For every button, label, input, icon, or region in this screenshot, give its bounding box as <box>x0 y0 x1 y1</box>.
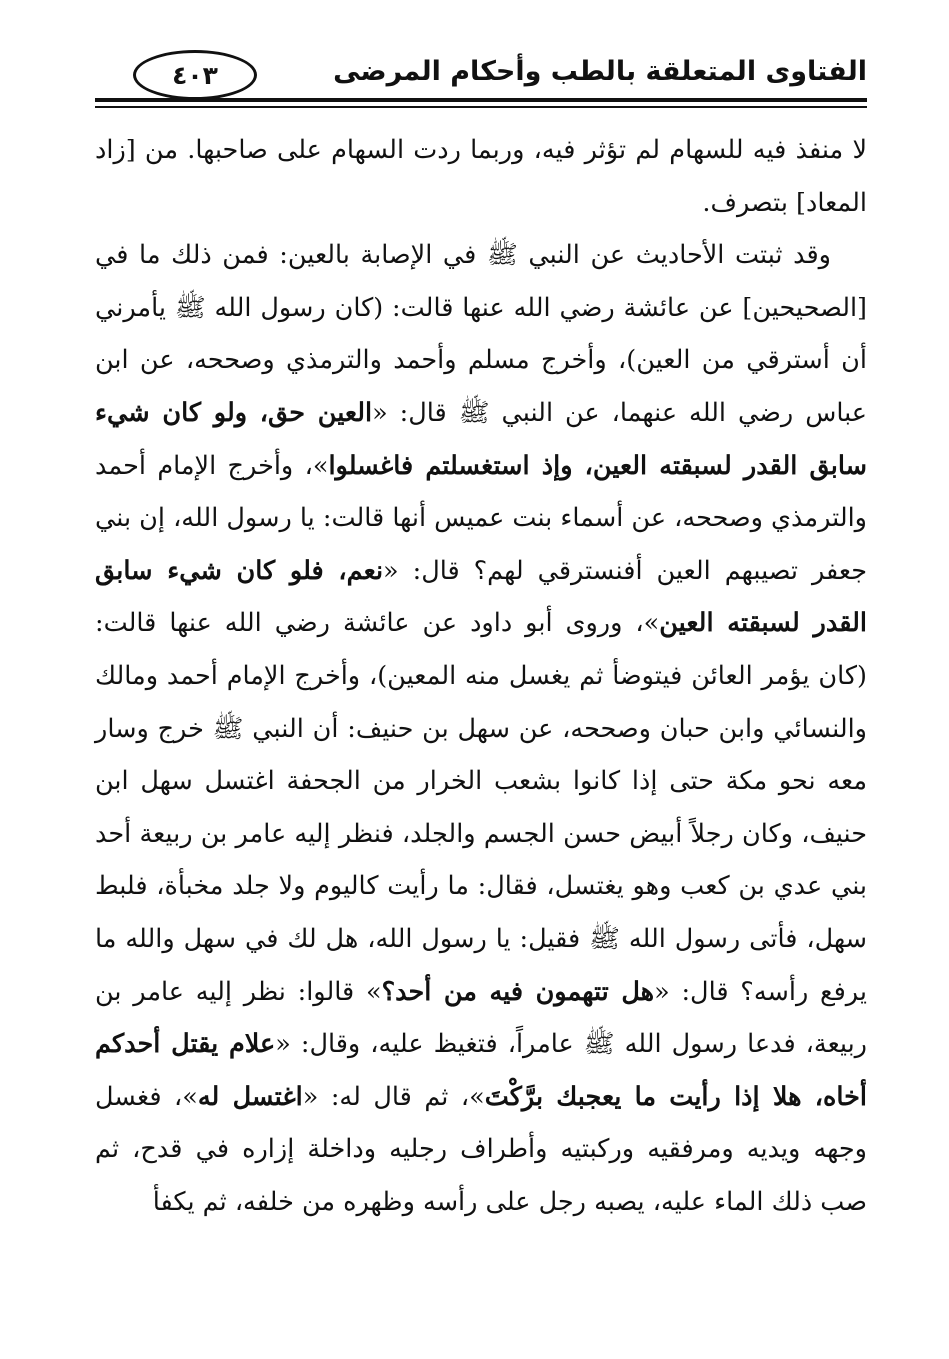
page-number-oval <box>133 50 257 100</box>
hadith-quote-5: اغتسل له <box>197 1081 303 1112</box>
paragraph-2-segment-4: » قالوا: نظر إليه عامر بن ربيعة، فدعا رسول الله ﷺ عامراً، فتغيظ عليه، وقال: « <box>95 976 867 1060</box>
paragraph-2-segment-6: »، فغسل وجهه ويديه ومرفقيه وركبتيه وأطراف رجليه وداخلة إزاره في قدح، ثم صب ذلك الماء عليه، يصبه رجل على رأسه وظهره من خلفه، ثم يكفأ <box>95 1081 867 1217</box>
paragraph-2-segment-5: »، ثم قال له: « <box>302 1081 485 1112</box>
hadith-quote-4: علام يقتل أحدكم أخاه، هلا إذا رأيت ما يعجبك برَّكْتَ <box>95 1029 867 1112</box>
header-rule-thin <box>95 106 867 108</box>
hadith-quote-1: العين حق، ولو كان شيء سابق القدر لسبقته العين، وإذ استغسلتم فاغسلوا <box>95 397 867 481</box>
paragraph-2-segment-1: وقد ثبتت الأحاديث عن النبي ﷺ في الإصابة بالعين: فمن ذلك ما في [الصحيحين] عن عائشة رضي الله عنها قالت: (كان رسول الله ﷺ يأمرني أن أسترقي من العين)، وأخرج مسلم وأحمد والترمذي وصححه، عن ابن عباس رضي الله عنهما، عن النبي ﷺ قال: « <box>95 240 867 428</box>
body-text <box>95 124 867 1228</box>
page-number: ٤٠٣ <box>172 60 218 90</box>
hadith-quote-3: هل تتهمون فيه من أحد؟ <box>381 976 655 1007</box>
paragraph-2-segment-2: »، وأخرج الإمام أحمد والترمذي وصححه، عن أسماء بنت عميس أنها قالت: يا رسول الله، إن بني جعفر تصيبهم العين أفنسترقي لهم؟ قال: « <box>95 450 867 586</box>
paragraph-1: لا منفذ فيه للسهام لم تؤثر فيه، وربما ردت السهام على صاحبها. من [زاد المعاد] بتصرف. <box>95 135 867 218</box>
hadith-quote-2: نعم، فلو كان شيء سابق القدر لسبقته العين <box>95 555 867 639</box>
paragraph-2 <box>95 229 867 1228</box>
paragraph-2-segment-3: »، وروى أبو داود عن عائشة رضي الله عنها قالت: (كان يؤمر العائن فيتوضأ ثم يغسل منه المعين)، وأخرج الإمام أحمد ومالك والنسائي وابن حبان وصححه، عن سهل بن حنيف: أن النبي ﷺ خرج وسار معه نحو مكة حتى إذا كانوا بشعب الخرار من الجحفة اغتسل سهل ابن حنيف، وكان رجلاً أبيض حسن الجسم والجلد، فنظر إليه عامر بن ربيعة أحد بني عدي بن كعب وهو يغتسل، فقال: ما رأيت كاليوم ولا جلد مخبأة، فلبط سهل، فأتى رسول الله ﷺ فقيل: يا رسول الله، هل لك في سهل والله ما يرفع رأسه؟ قال: « <box>95 608 867 1007</box>
running-title: الفتاوى المتعلقة بالطب وأحكام المرضى <box>333 56 867 87</box>
